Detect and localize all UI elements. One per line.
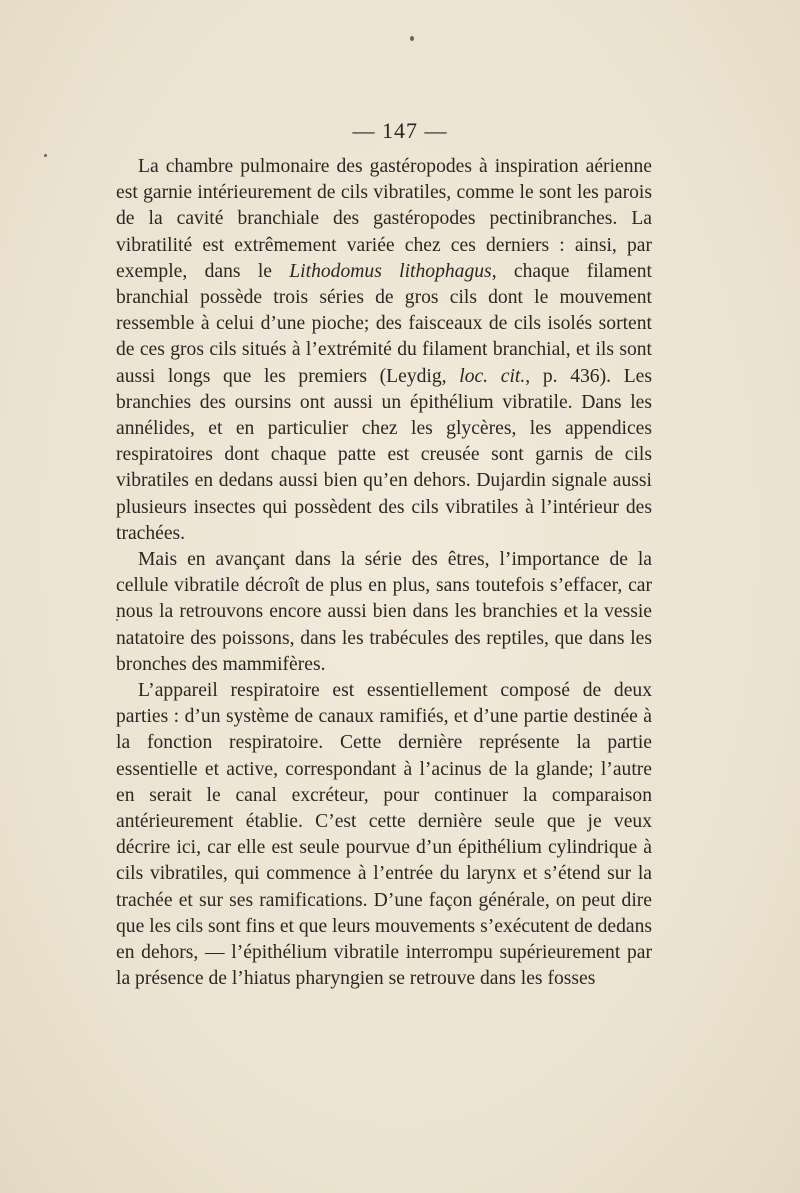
ink-speck xyxy=(44,154,47,157)
text-run: , p. 436). Les branchies des oursins ont aussi un épithélium vibratile. Dans les annélides, et en particulier chez les glycères, les appendices respiratoires dont chaque patte est creusée sont garnis de cils vibratiles en dedans aussi bien qu’en dehors. Dujardin signale aussi plusieurs insectes qui possèdent des cils vibratiles à l’intérieur des trachées. xyxy=(116,365,652,544)
page-number: — 147 — xyxy=(352,118,448,143)
text-run: , chaque filament branchial possède trois séries de gros cils dont le mouvement ressemble à celui d’une pioche; des faisceaux de cils isolés sortent de ces gros cils situés à l’extrémité du filament branchial, et ils sont aussi longs que les premiers (Leydig, xyxy=(116,260,652,387)
italic-text: loc. cit. xyxy=(459,365,526,387)
italic-text: Lithodomus lithophagus xyxy=(289,260,492,282)
body-text xyxy=(116,154,652,993)
text-run: Mais en avançant dans la série des êtres, l’importance de la cellule vibratile décroît de plus en plus, sans toutefois s’effacer, car nous la retrouvons encore aussi bien dans les branchies et la vessie natatoire des poissons, dans les trabécules des reptiles, que dans les bronches des mammifères. xyxy=(116,549,652,675)
paragraph xyxy=(116,154,652,547)
text-run: L’appareil respiratoire est essentiellement composé de deux parties : d’un système de canaux ramifiés, et d’une partie destinée à la fonction respiratoire. Cette dernière représente la partie essentielle et active, correspondant à l’acinus de la glande; l’autre en serait le canal excréteur, pour continuer la comparaison antérieurement établie. C’est cette dernière seule que je veux décrire ici, car elle est seule pourvue d’un épithélium cylindrique à cils vibratiles, qui commence à l’entrée du larynx et s’étend sur la trachée et sur ses ramifications. D’une façon générale, on peut dire que les cils sont fins et que leurs mouvements s’exécutent de dedans en dehors, — l’épithélium vibratile interrompu supérieurement par la présence de l’hiatus pharyngien se retrouve dans les fosses xyxy=(116,680,652,990)
paragraph xyxy=(116,547,652,678)
ink-speck xyxy=(410,36,414,41)
paragraph xyxy=(116,678,652,992)
text-run: La chambre pulmonaire des gastéropodes à inspiration aérienne est garnie intérieurement de cils vibratiles, comme le sont les parois de la cavité branchiale des gastéropodes pectinibranches. La vibratilité est extrêmement variée chez ces derniers : ainsi, par exemple, dans le xyxy=(116,156,652,282)
